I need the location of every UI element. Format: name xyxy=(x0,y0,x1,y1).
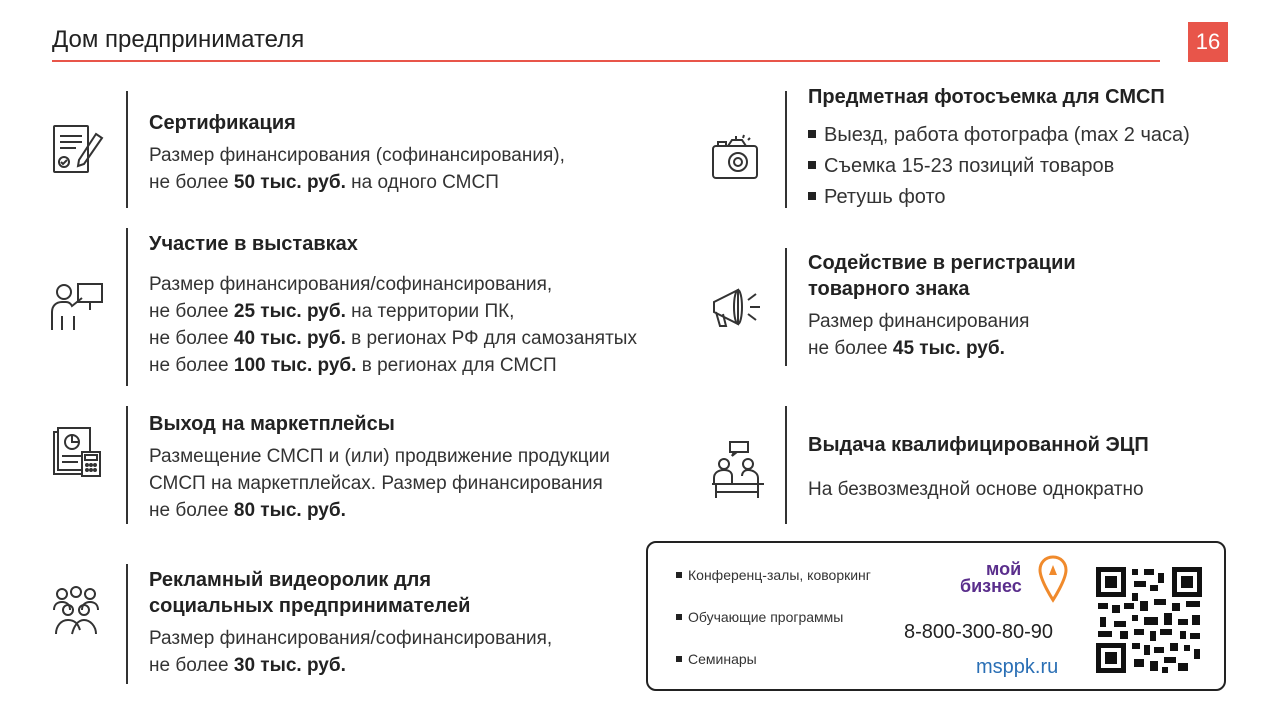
service-trademark xyxy=(808,250,1248,362)
contact-item-text: Обучающие программы xyxy=(688,609,844,625)
certificate-icon xyxy=(52,122,104,176)
divider xyxy=(126,228,128,386)
contact-box xyxy=(646,541,1226,691)
service-marketplaces xyxy=(149,411,729,524)
moy-biznes-logo xyxy=(960,561,1022,595)
service-certification xyxy=(149,110,709,196)
divider xyxy=(785,248,787,366)
service-title xyxy=(149,567,729,619)
megaphone-icon xyxy=(708,284,764,334)
presentation-icon xyxy=(48,280,104,332)
contact-item xyxy=(676,609,843,625)
bullet-text: Ретушь фото xyxy=(824,186,946,208)
location-pin-icon xyxy=(1038,555,1068,605)
desc-text: Размер финансирования (софинансирования), xyxy=(149,145,565,166)
service-title: Сертификация xyxy=(149,112,296,134)
people-group-icon xyxy=(50,584,102,636)
desc-text: не более xyxy=(808,338,893,359)
service-exhibitions xyxy=(149,231,729,379)
title-line: товарного знака xyxy=(808,278,970,300)
service-description xyxy=(808,476,1248,503)
bullet-text: Съемка 15-23 позиций товаров xyxy=(824,155,1115,177)
desc-text: не более xyxy=(149,328,234,349)
title-line: Рекламный видеоролик для xyxy=(149,569,432,591)
contact-item xyxy=(676,567,871,583)
desc-text: На безвозмездной основе однократно xyxy=(808,479,1144,500)
bullet-text: Выезд, работа фотографа (max 2 часа) xyxy=(824,124,1190,146)
desc-text: не более xyxy=(149,172,234,193)
service-digital-signature xyxy=(808,432,1248,503)
service-promo-video xyxy=(149,567,729,679)
divider xyxy=(785,91,787,208)
desc-text: в регионах для СМСП xyxy=(356,355,557,376)
desc-text: в регионах РФ для самозанятых xyxy=(345,328,637,349)
amount-text: 25 тыс. руб. xyxy=(233,301,346,322)
amount-text: 45 тыс. руб. xyxy=(892,338,1005,359)
divider xyxy=(126,406,128,524)
logo-line: мой xyxy=(986,559,1022,579)
service-description xyxy=(149,625,729,679)
logo-line: бизнес xyxy=(960,576,1022,596)
amount-text: 100 тыс. руб. xyxy=(233,355,357,376)
page-number-badge: 16 xyxy=(1188,22,1228,62)
desc-text: Размер финансирования xyxy=(808,311,1030,332)
page-title: Дом предпринимателя xyxy=(52,26,305,53)
divider xyxy=(126,91,128,208)
desc-text: Размер финансирования/софинансирования, xyxy=(149,628,553,649)
contact-item-text: Конференц-залы, коворкинг xyxy=(688,567,871,583)
amount-text: 50 тыс. руб. xyxy=(233,172,346,193)
service-title: Выдача квалифицированной ЭЦП xyxy=(808,434,1149,456)
list-item xyxy=(808,182,1248,213)
title-line: Содействие в регистрации xyxy=(808,252,1076,274)
service-title: Выход на маркетплейсы xyxy=(149,413,395,435)
website-link[interactable]: msppk.ru xyxy=(976,656,1059,678)
desc-text: не более xyxy=(149,301,234,322)
phone-number[interactable]: 8-800-300-80-90 xyxy=(904,621,1053,643)
desc-text: не более xyxy=(149,355,234,376)
service-description xyxy=(808,308,1248,362)
contact-item xyxy=(676,651,757,667)
amount-text: 80 тыс. руб. xyxy=(233,500,346,521)
desc-text: не более xyxy=(149,655,234,676)
list-item xyxy=(808,120,1248,151)
service-product-photo xyxy=(808,84,1248,213)
desc-text: не более xyxy=(149,500,234,521)
amount-text: 30 тыс. руб. xyxy=(233,655,346,676)
qr-code-icon xyxy=(1094,565,1204,675)
contact-item-text: Семинары xyxy=(688,651,757,667)
service-description xyxy=(149,142,709,196)
service-title: Предметная фотосъемка для СМСП xyxy=(808,86,1165,108)
list-item xyxy=(808,151,1248,182)
service-title xyxy=(808,250,1248,302)
service-title: Участие в выставках xyxy=(149,233,358,255)
service-bullets xyxy=(808,120,1248,213)
title-underline xyxy=(52,60,1160,62)
desc-text: Размещение СМСП и (или) продвижение продукции xyxy=(149,446,610,467)
desc-text: СМСП на маркетплейсах. Размер финансирования xyxy=(149,473,603,494)
desc-text: Размер финансирования/софинансирования, xyxy=(149,274,553,295)
divider xyxy=(126,564,128,684)
amount-text: 40 тыс. руб. xyxy=(233,328,346,349)
divider xyxy=(785,406,787,524)
desc-text: на территории ПК, xyxy=(345,301,515,322)
marketplace-report-icon xyxy=(52,426,104,478)
camera-icon xyxy=(710,134,762,182)
consultation-icon xyxy=(710,440,766,500)
desc-text: на одного СМСП xyxy=(345,172,499,193)
title-line: социальных предпринимателей xyxy=(149,595,471,617)
service-description xyxy=(149,443,729,524)
service-description xyxy=(149,271,729,379)
